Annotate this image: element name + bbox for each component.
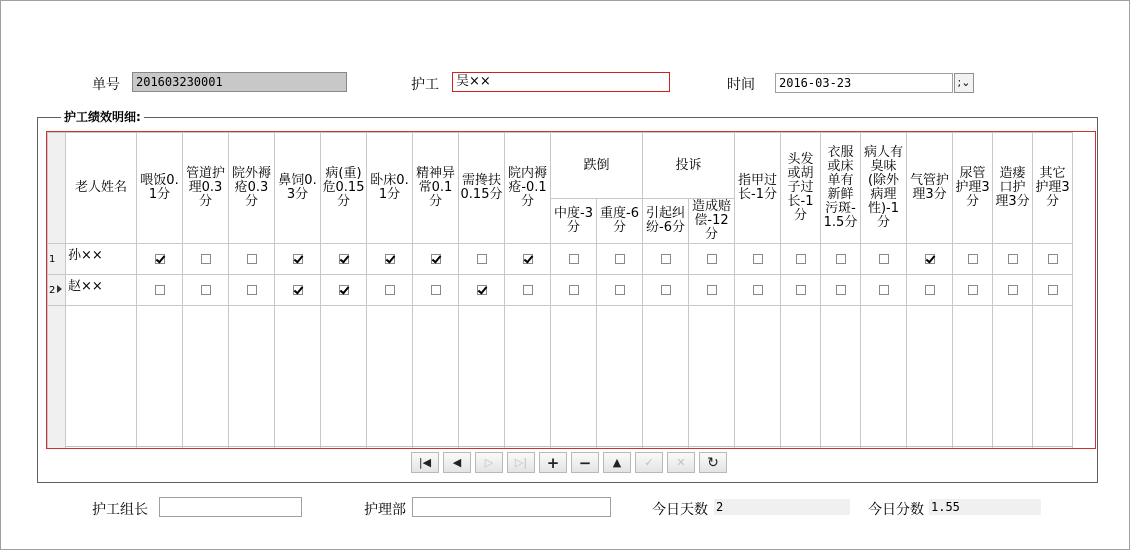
order-no-label: 单号 <box>92 77 120 93</box>
checkbox[interactable] <box>247 254 257 264</box>
nurse-field[interactable]: 吴×× <box>452 72 670 92</box>
checkbox[interactable] <box>968 285 978 295</box>
checkbox[interactable] <box>569 285 579 295</box>
checkbox-cell <box>321 244 367 275</box>
col-group-fall: 跌倒 <box>551 133 643 199</box>
checkbox-cell <box>907 275 953 306</box>
up-icon: ▲ <box>612 456 622 469</box>
checkbox-cell <box>861 275 907 306</box>
col-header-support[interactable]: 需搀扶0.15分 <box>459 133 505 244</box>
empty-cell <box>735 306 781 450</box>
col-header-odor[interactable]: 病人有臭味(除外病理性)-1分 <box>861 133 907 244</box>
checkbox[interactable] <box>836 254 846 264</box>
checkbox-cell <box>643 275 689 306</box>
empty-cell <box>551 306 597 450</box>
time-dropdown-button[interactable] <box>954 73 974 93</box>
checkbox[interactable] <box>796 254 806 264</box>
checkbox-cell <box>993 244 1033 275</box>
refresh-icon: ↻ <box>707 454 719 471</box>
score-value: 1.55 <box>929 499 1041 515</box>
row-header-empty <box>48 306 66 450</box>
checkbox[interactable] <box>1048 254 1058 264</box>
col-header-clothes-stain[interactable]: 衣服或床单有新鲜污斑-1.5分 <box>821 133 861 244</box>
checkbox-cell <box>183 244 229 275</box>
col-header-fall-moderate[interactable]: 中度-3分 <box>551 199 597 244</box>
nav-refresh-button[interactable] <box>699 452 727 473</box>
col-header-nails[interactable]: 指甲过长-1分 <box>735 133 781 244</box>
checkbox[interactable] <box>707 254 717 264</box>
checkbox[interactable] <box>201 254 211 264</box>
checkbox-cell <box>643 244 689 275</box>
checkbox-cell <box>821 275 861 306</box>
checkbox[interactable] <box>523 285 533 295</box>
checkbox-cell <box>597 275 643 306</box>
empty-cell <box>413 306 459 450</box>
checkbox[interactable] <box>1048 285 1058 295</box>
checkbox-cell <box>459 275 505 306</box>
nav-first-button[interactable] <box>411 452 439 473</box>
checkbox[interactable] <box>796 285 806 295</box>
empty-cell <box>137 306 183 450</box>
checkbox-cell <box>229 244 275 275</box>
checkbox[interactable] <box>1008 285 1018 295</box>
empty-cell <box>505 306 551 450</box>
checkbox-cell <box>183 275 229 306</box>
days-label: 今日天数 <box>652 502 708 518</box>
chevron-down-icon: ;⌄ <box>957 76 971 89</box>
checkbox-cell <box>551 275 597 306</box>
empty-cell <box>861 306 907 450</box>
empty-cell <box>781 306 821 450</box>
checkbox[interactable] <box>707 285 717 295</box>
col-header-fall-severe[interactable]: 重度-6分 <box>597 199 643 244</box>
checkbox[interactable] <box>431 254 441 264</box>
empty-cell <box>229 306 275 450</box>
col-header-complaint-compensation[interactable]: 造成赔偿-12分 <box>689 199 735 244</box>
empty-cell <box>183 306 229 450</box>
row-header-corner <box>48 133 66 244</box>
checkbox-cell <box>907 244 953 275</box>
nav-last-button[interactable] <box>507 452 535 473</box>
prev-icon: ◀ <box>452 456 462 469</box>
col-header-critical[interactable]: 病(重)危0.15分 <box>321 133 367 244</box>
checkbox[interactable] <box>339 254 349 264</box>
empty-cell <box>367 306 413 450</box>
col-header-feeding[interactable]: 喂饭0.1分 <box>137 133 183 244</box>
empty-cell <box>993 306 1033 450</box>
col-header-tube-care[interactable]: 管道护理0.3分 <box>183 133 229 244</box>
checkbox[interactable] <box>293 285 303 295</box>
detail-title: 护工绩效明细: <box>61 108 144 125</box>
checkbox-cell <box>137 275 183 306</box>
row-number: 1 <box>49 253 56 265</box>
checkbox-cell <box>413 244 459 275</box>
time-field[interactable]: 2016-03-23 <box>775 73 953 93</box>
table-row[interactable] <box>48 244 1073 275</box>
col-header-catheter[interactable]: 尿管护理3分 <box>953 133 993 244</box>
checkbox[interactable] <box>925 285 935 295</box>
checkbox[interactable] <box>293 254 303 264</box>
nav-post-button[interactable] <box>635 452 663 473</box>
nav-prev-button[interactable] <box>443 452 471 473</box>
empty-cell <box>689 306 735 450</box>
checkbox-cell <box>821 244 861 275</box>
checkbox-cell <box>993 275 1033 306</box>
checkbox-cell <box>367 244 413 275</box>
checkbox[interactable] <box>661 285 671 295</box>
checkbox-cell <box>597 244 643 275</box>
checkbox[interactable] <box>247 285 257 295</box>
checkbox-cell <box>861 244 907 275</box>
checkbox-cell <box>275 244 321 275</box>
checkbox[interactable] <box>155 285 165 295</box>
horizontal-scrollbar[interactable] <box>65 446 1073 447</box>
order-no-field[interactable]: 201603230001 <box>132 72 347 92</box>
checkbox-cell <box>735 244 781 275</box>
delete-icon: − <box>578 453 592 472</box>
checkbox[interactable] <box>385 254 395 264</box>
nav-cancel-button[interactable] <box>667 452 695 473</box>
checkbox[interactable] <box>477 254 487 264</box>
col-header-inside-bedsore[interactable]: 院内褥疮-0.1分 <box>505 133 551 244</box>
col-header-hair[interactable]: 头发或胡子过长-1分 <box>781 133 821 244</box>
checkbox[interactable] <box>661 254 671 264</box>
empty-cell <box>66 306 137 450</box>
col-group-complaint: 投诉 <box>643 133 735 199</box>
empty-cell <box>597 306 643 450</box>
checkbox-cell <box>735 275 781 306</box>
days-value: 2 <box>714 499 850 515</box>
dept-label: 护理部 <box>364 502 406 518</box>
checkbox-cell <box>1033 275 1073 306</box>
checkbox-cell <box>689 244 735 275</box>
last-icon: ▷| <box>514 456 528 469</box>
checkbox[interactable] <box>1008 254 1018 264</box>
checkbox[interactable] <box>385 285 395 295</box>
checkbox[interactable] <box>879 254 889 264</box>
empty-cell <box>953 306 993 450</box>
checkbox-cell <box>275 275 321 306</box>
checkbox[interactable] <box>753 285 763 295</box>
leader-label: 护工组长 <box>92 502 148 518</box>
col-header-name[interactable]: 老人姓名 <box>66 133 137 244</box>
add-icon: + <box>546 453 560 472</box>
empty-cell <box>907 306 953 450</box>
score-label: 今日分数 <box>868 502 924 518</box>
table-row[interactable] <box>48 275 1073 306</box>
nurse-label: 护工 <box>411 77 439 93</box>
empty-cell <box>643 306 689 450</box>
elder-name-cell[interactable]: 赵×× <box>66 275 137 306</box>
checkbox[interactable] <box>431 285 441 295</box>
empty-grid-area <box>48 306 1073 450</box>
row-header[interactable] <box>48 244 66 275</box>
checkbox-cell <box>953 275 993 306</box>
leader-field[interactable] <box>159 497 302 517</box>
checkbox[interactable] <box>836 285 846 295</box>
nav-delete-button[interactable] <box>571 452 599 473</box>
detail-grid[interactable] <box>46 131 1096 449</box>
post-icon: ✓ <box>644 456 654 469</box>
nav-next-button[interactable] <box>475 452 503 473</box>
checkbox-cell <box>367 275 413 306</box>
empty-cell <box>821 306 861 450</box>
checkbox[interactable] <box>615 285 625 295</box>
checkbox-cell <box>137 244 183 275</box>
checkbox-cell <box>505 244 551 275</box>
col-header-mental[interactable]: 精神异常0.1分 <box>413 133 459 244</box>
time-label: 时间 <box>727 77 755 93</box>
first-icon: |◀ <box>418 456 432 469</box>
checkbox[interactable] <box>925 254 935 264</box>
next-icon: ▷ <box>484 456 494 469</box>
elder-name-cell[interactable]: 孙×× <box>66 244 137 275</box>
col-header-bedridden[interactable]: 卧床0.1分 <box>367 133 413 244</box>
empty-cell <box>459 306 505 450</box>
col-header-outside-bedsore[interactable]: 院外褥疮0.3分 <box>229 133 275 244</box>
checkbox-cell <box>689 275 735 306</box>
checkbox-cell <box>781 275 821 306</box>
empty-cell <box>1033 306 1073 450</box>
record-navigator <box>411 452 731 474</box>
checkbox[interactable] <box>155 254 165 264</box>
checkbox[interactable] <box>523 254 533 264</box>
current-row-indicator-icon <box>57 285 62 293</box>
checkbox[interactable] <box>477 285 487 295</box>
checkbox[interactable] <box>201 285 211 295</box>
col-header-trachea[interactable]: 气管护理3分 <box>907 133 953 244</box>
checkbox-cell <box>953 244 993 275</box>
checkbox-cell <box>229 275 275 306</box>
checkbox-cell <box>321 275 367 306</box>
checkbox[interactable] <box>879 285 889 295</box>
checkbox-cell <box>505 275 551 306</box>
checkbox-cell <box>551 244 597 275</box>
col-header-complaint-dispute[interactable]: 引起纠纷-6分 <box>643 199 689 244</box>
nav-up-button[interactable] <box>603 452 631 473</box>
checkbox[interactable] <box>339 285 349 295</box>
checkbox[interactable] <box>753 254 763 264</box>
checkbox-cell <box>413 275 459 306</box>
checkbox[interactable] <box>615 254 625 264</box>
row-number: 2 <box>49 284 56 296</box>
col-header-other[interactable]: 其它护理3分 <box>1033 133 1073 244</box>
checkbox-cell <box>1033 244 1073 275</box>
cancel-icon: ✕ <box>676 456 686 469</box>
checkbox-cell <box>781 244 821 275</box>
col-header-nasal-feeding[interactable]: 鼻饲0.3分 <box>275 133 321 244</box>
empty-cell <box>275 306 321 450</box>
dept-field[interactable] <box>412 497 611 517</box>
nav-add-button[interactable] <box>539 452 567 473</box>
checkbox[interactable] <box>968 254 978 264</box>
empty-cell <box>321 306 367 450</box>
col-header-stoma[interactable]: 造瘘口护理3分 <box>993 133 1033 244</box>
checkbox[interactable] <box>569 254 579 264</box>
checkbox-cell <box>459 244 505 275</box>
row-header[interactable] <box>48 275 66 306</box>
